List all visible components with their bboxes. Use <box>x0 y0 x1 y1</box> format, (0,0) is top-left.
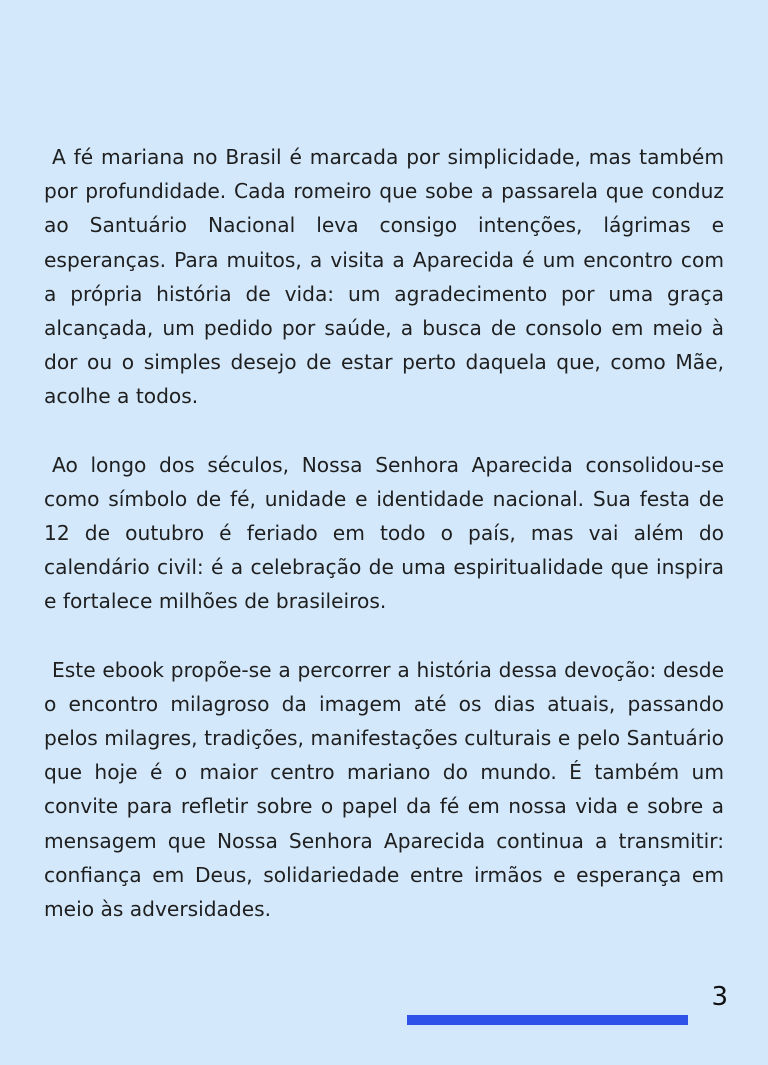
paragraph-3: Este ebook propõe-se a percorrer a história dessa devoção: desde o encontro milagroso da imagem até os dias atuais, passando pelos milagres, tradições, manifestações culturais e pelo Santuário que hoje é o maior centro mariano do mundo. É também um convite para refletir sobre o papel da fé em nossa vida e sobre a mensagem que Nossa Senhora Aparecida continua a transmitir: confiança em Deus, solidariedade entre irmãos e esperança em meio às adversidades. <box>44 657 724 922</box>
page-content <box>44 140 724 926</box>
paragraph-1: A fé mariana no Brasil é marcada por simplicidade, mas também por profundidade. Cada romeiro que sobe a passarela que conduz ao Santuário Nacional leva consigo intenções, lágrimas e esperanças. Para muitos, a visita a Aparecida é um encontro com a própria história de vida: um agradecimento por uma graça alcançada, um pedido por saúde, a busca de consolo em meio à dor ou o simples desejo de estar perto daquela que, como Mãe, acolhe a todos. <box>44 145 724 409</box>
page-number: 3 <box>711 982 728 1012</box>
footer-accent-bar <box>407 1015 688 1025</box>
paragraph-2: Ao longo dos séculos, Nossa Senhora Aparecida consolidou-se como símbolo de fé, unidade e identidade nacional. Sua festa de 12 de outubro é feriado em todo o país, mas vai além do calendário civil: é a celebração de uma espiritualidade que inspira e fortalece milhões de brasileiros. <box>44 452 724 614</box>
